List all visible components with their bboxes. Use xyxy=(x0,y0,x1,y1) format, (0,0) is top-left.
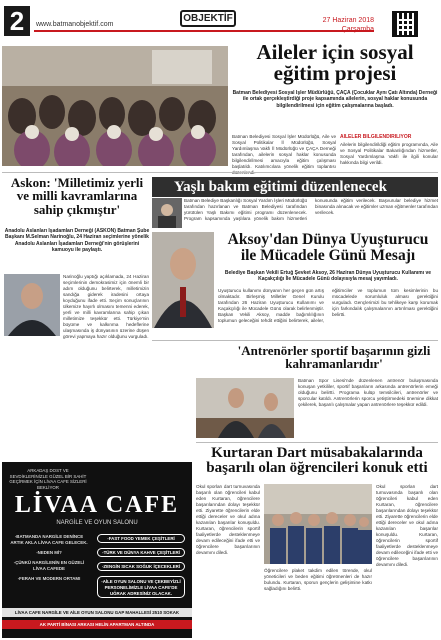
kurtaran-group-photo xyxy=(264,484,372,564)
main-body-2: Ailelerin bilgilendirildiği eğitim programında, Aile ve Sosyal Politikalar Bakanlığından hizmetler, Sosyal Yardımlaşma Vakfı ile ilgili konular hakkında bilgi verildi. xyxy=(340,142,438,165)
divider xyxy=(2,172,438,173)
headline-line-2: eğitim projesi xyxy=(273,61,397,86)
main-deck: Batman Belediyesi Sosyal İşler Müdürlüğü, ÇAÇA (Çocuklar Aynı Çatı Altında) Derneği ile ortak gerçekleştirdiği proje kapsamında ailelerin, sosyal haklar konusunda bilgilendirilmesi için eğitim çalışmalarına başladı. xyxy=(232,90,438,109)
ad-subtitle: NARGİLE VE OYUN SALONU xyxy=(56,520,138,526)
ad-feature-4: -AİLE OYUN SALONU VE ÇEKBEYİZLİ PERSONELİMİZLE LİVAA CAFE'DE UĞRAK ADRESİNİZ OLACAK. xyxy=(97,576,185,598)
ad-top-text: ARKADAŞ DOST VE SEVDİKLERİNİZLE GÜZEL BİR SAHİT GEÇİRMEK İÇİN LİVAA CAFE SİZLERİ BEKLİYOR xyxy=(9,468,87,490)
ad-address-line-1: LİVAA CAFE NARGİLE VE AİLE OYUN SALONU GAP MAHALLESİ 2510 SOKAK xyxy=(2,608,192,617)
aksoy-headline-line-1: Aksoy'dan Dünya Uyuşturucu xyxy=(227,231,429,248)
main-headline xyxy=(232,42,438,85)
page-number: 2 xyxy=(4,6,30,36)
askon-body: Narinoğlu yaptığı açıklamada, 24 Haziran seçimlerinin demokrasimiz için önemli bir adım olduğunu belirterek, milletimizin sandığa giderek iradesini ortaya koyduğunu ifade etti. Seçim sonuçlarının ülkemize hayırlı olmasını temenni ederek, yerli ve milli kavramlarına sahip çıkan milletimize teşekkür etti. Türkiye'nin büyüme ve kalkınma hedeflerine ulaşmasında iş dünyasının üzerine düşen görevi yapmaya hazır olduğunu vurguladı. xyxy=(63,274,149,339)
newspaper-logo: OBJEKTİF xyxy=(180,10,236,27)
ad-left-line: -BATMANDA NARGİLE DENİNCE ARTIK AKLA LİVAA CAFE GELECEK. xyxy=(10,534,88,545)
site-url[interactable]: www.batmanobjektif.com xyxy=(36,21,114,28)
yasli-headline: Yaşlı bakım eğitimi düzenlenecek xyxy=(152,177,438,197)
askon-headline: Askon: 'Milletimiz yerli ve milli kavramlarına sahip çıkmıştır' xyxy=(10,175,144,217)
livaa-cafe-advertisement[interactable] xyxy=(2,462,192,638)
date-line: 27 Haziran 2018 xyxy=(322,17,374,24)
ad-feature-1: -FAST FOOD YEMEK ÇEŞİTLERİ xyxy=(97,534,185,543)
kurtaran-body: Okul sporları dart turnuvasında başarılı olan öğrencileri kabul eden Kurtaran, öğrencilere başarılarından dolayı teşekkür etti. Ziyarette öğrencilerin elde ettiği dereceler ve okul adına kazanılan başarılar konuşuldu. Kurtaran, öğrencilerin sportif faaliyetlerde desteklenmeye devam edileceğini ifade etti ve öğrencilere başarılarının devamını diledi. xyxy=(196,484,260,555)
aksoy-headline xyxy=(218,232,438,264)
sport-body: Batman Spor Lisesi'nde düzenlenen antrenör buluşmasında konuşan yetkililer, sportif başarıların arkasında antrenörlerin emeği olduğunu belirtti. Programa kulüp temsilcileri, antrenörler ve sporcular katıldı. Antrenörlerin sporcu yetiştirmedeki önemine dikkat çekilerek, başarılı çalışmalar yapan antrenörlere teşekkür edildi. xyxy=(298,378,438,407)
seminar-photo xyxy=(2,46,228,166)
kurtaran-headline-line-2: başarılı olan öğrencileri konuk etti xyxy=(206,460,428,477)
kurtaran-headline xyxy=(196,446,438,477)
kurtaran-body-3: Okul sporları dart turnuvasında başarılı olan öğrencileri kabul eden Kurtaran, öğrencilere başarılarından dolayı teşekkür etti. Ziyarette öğrencilerin elde ettiği dereceler ve okul adına kazanılan başarılar konuşuldu. Kurtaran, öğrencilerin sportif faaliyetlerde desteklenmeye devam edileceğini ifade etti ve öğrencilere başarılarının devamını diledi. xyxy=(376,484,438,567)
qr-code-icon xyxy=(392,11,418,37)
kurtaran-body-2: Öğrencilere plaket takdim edilen törende, okul yöneticileri ve beden eğitimi öğretmenleri de hazır bulundu. Kurtaran, sporun gençlerin gelişimine katkı sağladığını belirtti. xyxy=(264,568,372,591)
askon-portrait-photo xyxy=(4,274,60,336)
sport-photo xyxy=(196,378,294,438)
aksoy-headline-line-2: ile Mücadele Günü Mesajı xyxy=(240,246,416,264)
ad-left-line: -NEDEN Mİ? xyxy=(36,550,62,555)
headline-line-1: Aileler için sosyal xyxy=(256,40,414,64)
kurtaran-headline-line-1: Kurtaran Dart müsabakalarında xyxy=(211,445,423,461)
askon-deck: Anadolu Aslanları İşadamları Derneği (ASKON) Batman Şube Başkanı M.Selman Narinoğlu, 24 Haziran seçimlerine yönelik Anadolu Aslanları İşadamları Derneği'nin görüşlerini kamuoyu ile paylaştı. xyxy=(4,228,150,254)
page-header xyxy=(0,0,441,44)
issue-date xyxy=(300,16,374,34)
ad-left-column xyxy=(8,534,90,582)
main-subhead: AİLELER BİLGİLENDİRİLİYOR xyxy=(340,134,412,140)
ad-brand: LİVAA CAFE xyxy=(14,492,180,518)
aksoy-deck: Belediye Başkan Vekili Ertuğ Şevket Aksoy, 26 Haziran Dünya Uyuşturucu Kullanımı ve Kaçakçılığı İle Mücadele Günü dolayısıyla mesaj yayımladı. xyxy=(224,270,432,283)
sport-headline: 'Antrenörler sportif başarının gizli kahramanlarıdır' xyxy=(237,343,431,372)
weekday-line: Çarşamba xyxy=(341,26,374,33)
ad-address-line-2: AK PARTİ BİNASI ARKASI HELİN APARTMAN ALTINDA xyxy=(2,620,192,629)
main-body: Batman Belediyesi Sosyal İşler Müdürlüğü, Aile ve Sosyal Politikalar İl Müdürlüğü, Sosyal Yardımlaşma Vakfı İl Müdürlüğü ve ÇAÇA Derneği tarafından, ailelerin sosyal haklar konusunda bilgilendirilmesi amacıyla eğitim çalışması başlatıldı. Katılımcılara yönelik eğitim toplantısı xyxy=(232,134,336,169)
aksoy-body: Uyuşturucu kullanımı dünyanın her geçen gün artış olmaktadır. Birleşmiş Milletler Genel Kurulu tarafından 26 Haziran Uyuşturucu Kullanımı ve Kaçakçılığı ile Mücadele Günü olarak belirlenmiştir. Başkan Vekili Aksoy, madde bağımlılığının toplumun geleceğini tehdit ettiğini belirterek, aileler, eğitimciler ve toplumun tüm kesimlerinin bu mücadelede sorumluluk alması gerektiğini vurguladı. Gençlerimizi bu tehlikeye karşı korumak için farkındalık çalışmalarının artırılması gerektiğini belirtti. xyxy=(218,288,438,323)
divider xyxy=(152,340,438,341)
yasli-body: Batman Belediye Başkanlığı Sosyal Yardım İşleri Müdürlüğü tarafından hazırlanan ve Batman Belediyesi tarafından yürütülen Yaşlı Bakımı eğitimi programı düzenlenecek. Program kapsamında yaşlılara yönelik bakım hizmetleri konusunda eğitim verilecek. Başvurular belediye hizmet binasında alınacak ve eğitimler uzman eğitmenler tarafından verilecek. xyxy=(184,198,438,221)
divider xyxy=(196,442,438,443)
aksoy-portrait-photo xyxy=(152,232,214,328)
yasli-thumbnail xyxy=(152,198,182,228)
ad-feature-3: -ZENGİN SICAK SOĞUK İÇECEKLERİ xyxy=(97,562,185,571)
ad-left-line: -ÇÜNKÜ NARGİLENİN EN GÜZELİ LİVAA CAFEDE xyxy=(13,560,85,571)
ad-left-line: -FERAH VE MODERN ORTAMI xyxy=(17,576,81,581)
ad-feature-2: -TÜRK VE DÜNYA KAHVE ÇEŞİTLERİ xyxy=(97,548,185,557)
